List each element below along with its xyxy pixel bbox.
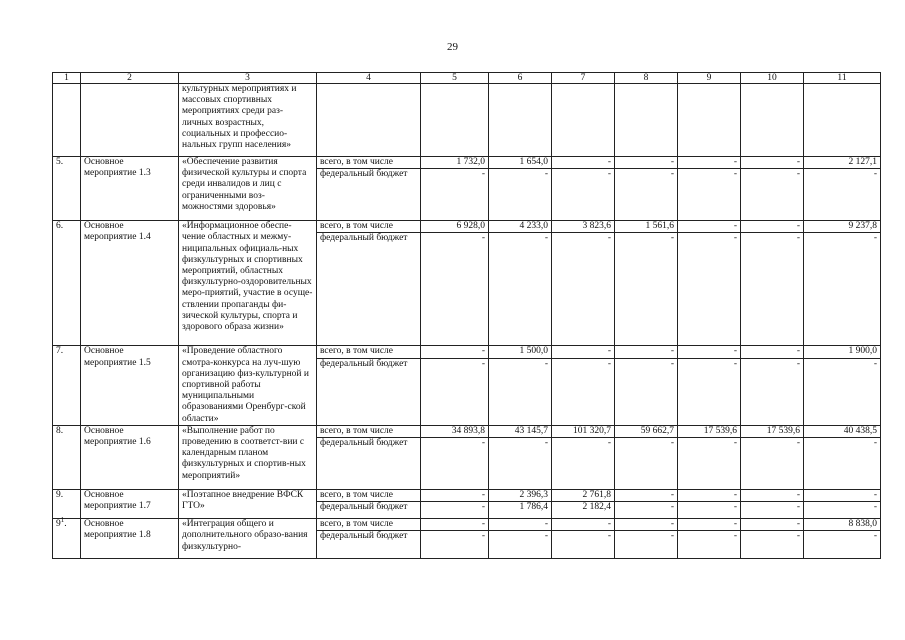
amount-cell: - — [678, 490, 741, 502]
funding-source: всего, в том числе — [317, 157, 421, 169]
amount-cell: 17 539,6 — [741, 425, 804, 437]
amount-cell: 3 823,6 — [552, 221, 615, 233]
amount-cell: - — [489, 233, 552, 346]
column-header: 6 — [489, 73, 552, 84]
program-table — [52, 72, 881, 559]
amount-cell: - — [421, 531, 489, 559]
amount-cell: 17 539,6 — [678, 425, 741, 437]
amount-cell: - — [804, 490, 881, 502]
funding-source: всего, в том числе — [317, 221, 421, 233]
amount-cell: - — [489, 519, 552, 531]
column-header: 9 — [678, 73, 741, 84]
header-row — [53, 73, 881, 84]
amount-cell: 9 237,8 — [804, 221, 881, 233]
amount-cell: - — [741, 531, 804, 559]
amount-cell: - — [421, 359, 489, 425]
measure-description: «Интеграция общего и дополнительного образо-вания физкультурно- — [179, 519, 317, 559]
amount-cell: - — [678, 531, 741, 559]
amount-cell: - — [804, 359, 881, 425]
amount-cell: - — [741, 346, 804, 359]
amount-cell: - — [804, 502, 881, 519]
funding-source: всего, в том числе — [317, 490, 421, 502]
amount-cell: - — [552, 169, 615, 221]
funding-source: федеральный бюджет — [317, 169, 421, 221]
amount-cell: - — [489, 169, 552, 221]
amount-cell: 34 893,8 — [421, 425, 489, 437]
continuation-row — [53, 84, 881, 157]
amount-cell: - — [741, 169, 804, 221]
row-number: 5. — [53, 157, 81, 221]
amount-cell: - — [421, 502, 489, 519]
column-header: 1 — [53, 73, 81, 84]
amount-cell: 101 320,7 — [552, 425, 615, 437]
column-header: 5 — [421, 73, 489, 84]
table-row — [53, 346, 881, 359]
amount-cell: - — [678, 221, 741, 233]
funding-source: федеральный бюджет — [317, 359, 421, 425]
amount-cell: - — [552, 438, 615, 490]
row-number: $9^1$. — [53, 519, 81, 559]
funding-source: федеральный бюджет — [317, 438, 421, 490]
column-header: 10 — [741, 73, 804, 84]
amount-cell: - — [804, 169, 881, 221]
amount-cell: - — [804, 438, 881, 490]
column-header: 7 — [552, 73, 615, 84]
amount-cell: - — [678, 359, 741, 425]
measure-description: «Поэтапное внедрение ВФСК ГТО» — [179, 490, 317, 519]
amount-cell: - — [741, 221, 804, 233]
amount-cell: - — [421, 169, 489, 221]
amount-cell: - — [741, 502, 804, 519]
amount-cell: - — [421, 490, 489, 502]
amount-cell: - — [552, 531, 615, 559]
measure-name: Основное мероприятие 1.8 — [81, 519, 179, 559]
amount-cell: 1 561,6 — [615, 221, 678, 233]
measure-name: Основное мероприятие 1.5 — [81, 346, 179, 425]
funding-source: всего, в том числе — [317, 519, 421, 531]
row-number: 6. — [53, 221, 81, 346]
amount-cell: - — [804, 233, 881, 346]
measure-description: «Выполнение работ по проведению в соответст-вии с календарным планом физкультурных и спортив-ных мероприятий» — [179, 425, 317, 489]
amount-cell: - — [678, 233, 741, 346]
measure-name: Основное мероприятие 1.4 — [81, 221, 179, 346]
measure-name: Основное мероприятие 1.7 — [81, 490, 179, 519]
amount-cell: 2 182,4 — [552, 502, 615, 519]
amount-cell: - — [615, 502, 678, 519]
amount-cell: - — [615, 346, 678, 359]
column-header: 3 — [179, 73, 317, 84]
amount-cell: 1 786,4 — [489, 502, 552, 519]
measure-description: «Обеспечение развития физической культуры и спорта среди инвалидов и лиц с ограниченными воз-можностями здоровья» — [179, 157, 317, 221]
measure-name: Основное мероприятие 1.6 — [81, 425, 179, 489]
amount-cell: - — [615, 169, 678, 221]
amount-cell: - — [615, 438, 678, 490]
measure-description: культурных мероприятиях и массовых спортивных мероприятиях среди раз-личных возрастных, социальных и профессио-нальных групп населения» — [179, 84, 317, 157]
amount-cell: - — [741, 233, 804, 346]
amount-cell: - — [552, 359, 615, 425]
amount-cell: 1 732,0 — [421, 157, 489, 169]
measure-description: «Информационное обеспе-чение областных и межму-ниципальных официаль-ных физкультурных и спортивных мероприятий, областных физкультурно-оздоровительных меро-приятий, участие в осуще-ствлении пропаганды фи-зической культуры, спорта и здорового образа жизни» — [179, 221, 317, 346]
funding-source: всего, в том числе — [317, 425, 421, 437]
amount-cell: - — [421, 519, 489, 531]
amount-cell: 2 761,8 — [552, 490, 615, 502]
measure-name: Основное мероприятие 1.3 — [81, 157, 179, 221]
amount-cell: - — [421, 346, 489, 359]
amount-cell: 43 145,7 — [489, 425, 552, 437]
amount-cell: - — [678, 502, 741, 519]
funding-source: федеральный бюджет — [317, 233, 421, 346]
amount-cell: - — [615, 359, 678, 425]
amount-cell: - — [489, 359, 552, 425]
funding-source: федеральный бюджет — [317, 531, 421, 559]
amount-cell: - — [741, 359, 804, 425]
amount-cell: - — [678, 346, 741, 359]
table-row — [53, 519, 881, 531]
amount-cell: - — [615, 233, 678, 346]
column-header: 4 — [317, 73, 421, 84]
table-row — [53, 221, 881, 233]
amount-cell: 40 438,5 — [804, 425, 881, 437]
amount-cell: 2 396,3 — [489, 490, 552, 502]
column-header: 11 — [804, 73, 881, 84]
amount-cell: - — [741, 157, 804, 169]
amount-cell: 1 500,0 — [489, 346, 552, 359]
amount-cell: - — [678, 169, 741, 221]
measure-description: «Проведение областного смотра-конкурса на луч-шую организацию физ-культурной и спортивной работы муниципальными образованиями Оренбург-ской области» — [179, 346, 317, 425]
amount-cell: - — [489, 531, 552, 559]
funding-source: федеральный бюджет — [317, 502, 421, 519]
amount-cell: - — [615, 531, 678, 559]
table-row — [53, 157, 881, 169]
amount-cell: 8 838,0 — [804, 519, 881, 531]
amount-cell: - — [552, 519, 615, 531]
amount-cell: 59 662,7 — [615, 425, 678, 437]
row-number: 8. — [53, 425, 81, 489]
amount-cell: 1 900,0 — [804, 346, 881, 359]
amount-cell: 2 127,1 — [804, 157, 881, 169]
row-number: 9. — [53, 490, 81, 519]
amount-cell: - — [421, 233, 489, 346]
amount-cell: - — [741, 438, 804, 490]
page-number: 29 — [447, 41, 458, 53]
amount-cell: - — [421, 438, 489, 490]
amount-cell: - — [489, 438, 552, 490]
amount-cell: - — [678, 438, 741, 490]
amount-cell: - — [741, 519, 804, 531]
funding-source: всего, в том числе — [317, 346, 421, 359]
amount-cell: - — [552, 346, 615, 359]
column-header: 8 — [615, 73, 678, 84]
amount-cell: - — [804, 531, 881, 559]
amount-cell: - — [615, 157, 678, 169]
amount-cell: - — [678, 519, 741, 531]
amount-cell: - — [552, 233, 615, 346]
amount-cell: - — [552, 157, 615, 169]
amount-cell: 4 233,0 — [489, 221, 552, 233]
table-row — [53, 425, 881, 437]
amount-cell: 6 928,0 — [421, 221, 489, 233]
table-row — [53, 490, 881, 502]
amount-cell: - — [741, 490, 804, 502]
row-number: 7. — [53, 346, 81, 425]
amount-cell: - — [678, 157, 741, 169]
amount-cell: - — [615, 519, 678, 531]
amount-cell: - — [615, 490, 678, 502]
column-header: 2 — [81, 73, 179, 84]
amount-cell: 1 654,0 — [489, 157, 552, 169]
